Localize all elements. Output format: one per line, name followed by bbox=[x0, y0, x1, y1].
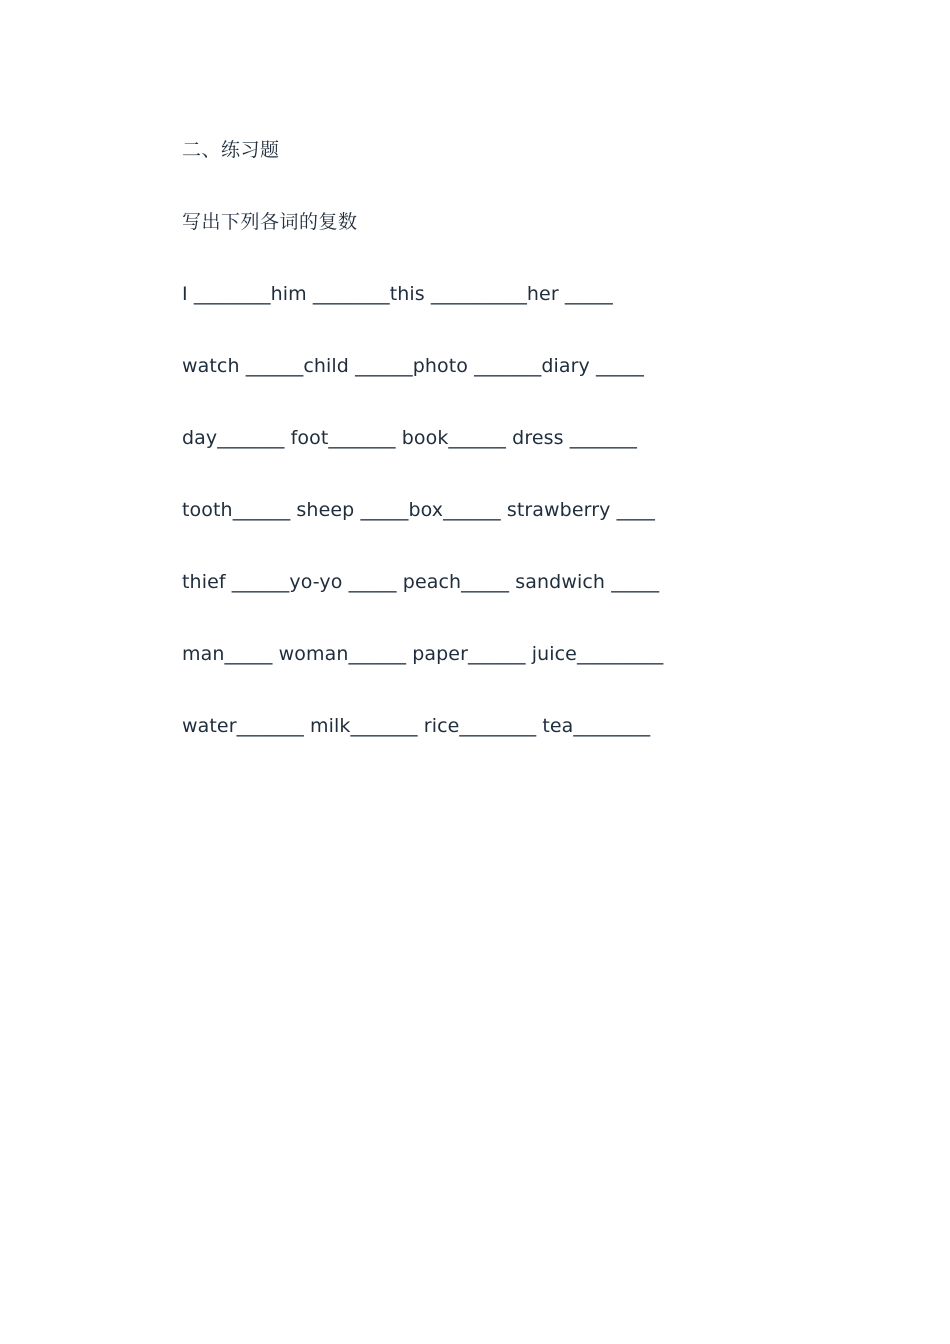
exercise-line-5: thief ______yo-yo _____ peach_____ sandwich _____ bbox=[182, 571, 660, 593]
exercise-line-2: watch ______child ______photo _______diary _____ bbox=[182, 355, 645, 377]
exercise-line-7: water_______ milk_______ rice________ tea________ bbox=[182, 715, 651, 737]
exercise-instruction: 写出下列各词的复数 bbox=[182, 211, 358, 233]
exercise-line-1: I ________him ________this __________her _____ bbox=[182, 283, 613, 305]
section-heading: 二、练习题 bbox=[182, 139, 280, 161]
exercise-line-6: man_____ woman______ paper______ juice_________ bbox=[182, 643, 664, 665]
exercise-line-3: day_______ foot_______ book______ dress _______ bbox=[182, 427, 637, 449]
exercise-line-4: tooth______ sheep _____box______ strawberry ____ bbox=[182, 499, 655, 521]
